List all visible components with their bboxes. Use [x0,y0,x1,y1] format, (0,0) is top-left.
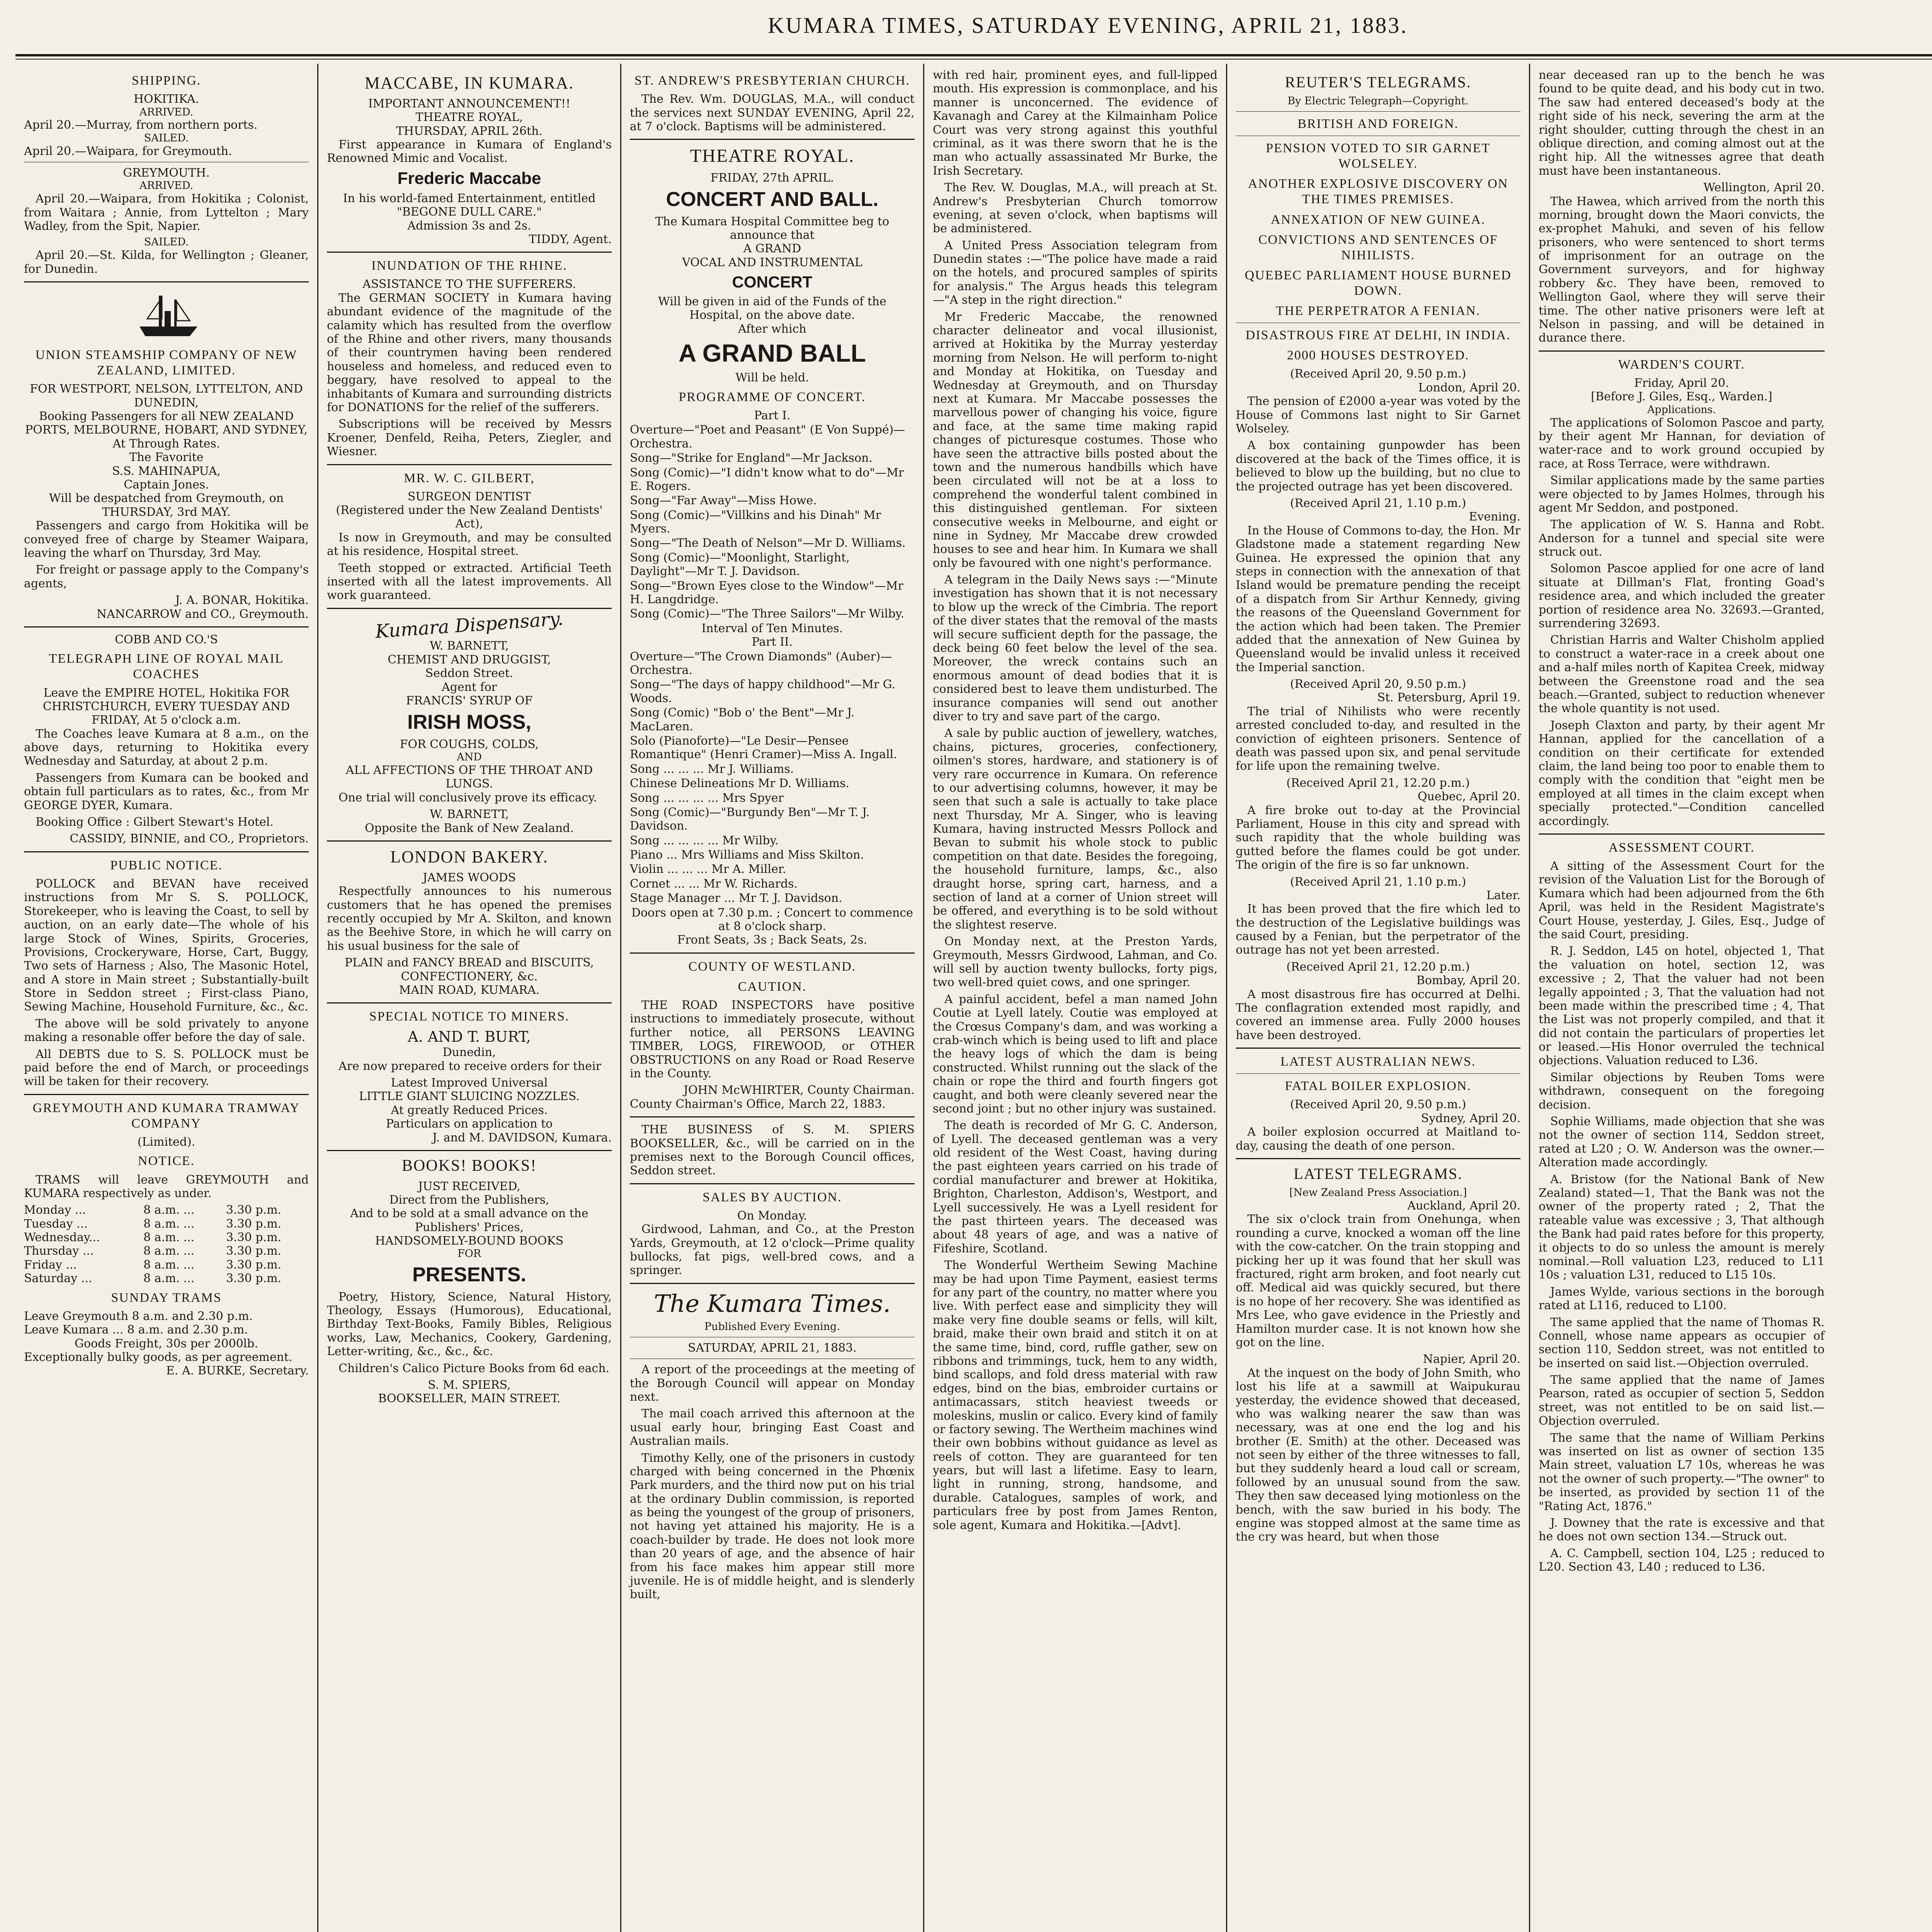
telegram-headline: ANNEXATION OF NEW GUINEA. [1270,212,1486,227]
australian-heading: LATEST AUSTRALIAN NEWS. [1280,1054,1476,1069]
news-paragraph: The Wonderful Wertheim Sewing Machine may be had upon Time Payment, easiest terms for any part of the country, no matter where you live. With perfect ease and simplicity they will make very fine double seams or fells, will kilt, braid, make their own braid and stitch it on at the same time, bind, cord, ruffle gather, sew on ribbons and trimmings, tuck, hem to any width, bind scallops, and fold dress material with raw edges, bind on the bias, embroider curtains or antimacassars, stitch heaviest tweeds or moleskins, muslin or calico. Every kind of family or factory sewing. The Wertheim machines wind their own bobbins without guidance as level as reels of cotton. They are guaranteed for ten years, but will last a lifetime. Easy to learn, light in running, strong, handsome, and durable. Catalogues, samples of work, and particulars free by post from James Renton, sole agent, Kumara and Hokitika.—[Advt]. [933,1259,1218,1532]
hokitika-sailed-line: April 20.—Waipara, for Greymouth. [24,144,232,158]
news-paragraph: A telegram in the Daily News says :—"Minute investigation has shown that it is not necessary to blow up the wreck of the Cimbria. The report of the diver states that the removal of the masts will secure sufficient depth for the passage, the deck being 60 feet below the level of the sea. Moreover, the wreck contains such an enormous amount of dead bodies that it is considered best to leave them undisturbed. The insurance companies will send out another diver to try and save part of the cargo. [933,573,1218,723]
theatre-grand-ball: A GRAND BALL [679,339,866,367]
telegram-text: The six o'clock train from Onehunga, when rounding a curve, knocked a woman off the line with the cow-catcher. On the train stopping and picking her up it was found that her skull was fractured, right arm broken, and foot nearly cut off. Medical aid was quickly secured, but there is no hope of her recovery. She was identified as Mrs Lee, who gave evidence in the Priestly and Hamilton murder case. It is not known how she got on the line. [1236,1213,1520,1349]
tram-schedule-pm: 3.30 p.m. [226,1272,282,1286]
telegram-text: The pension of £2000 a-year was voted by the House of Commons last night to Sir Garnet Wolseley. [1236,395,1520,436]
band-item: Stage Manager ... Mr T. J. Davidson. [630,891,842,905]
usc-dispatch: Will be despatched from Greymouth, on THURSDAY, 3rd MAY. [49,492,284,519]
theatre-concert-ball: CONCERT AND BALL. [666,188,879,211]
books-list: Poetry, History, Science, Natural History, Theology, Essays (Humorous), Educational, Birthday Text-Books, Family Bibles, Religious works, Law, Mechanics, Cookery, Gardening, Letter-writing, &c., &c., &c. [327,1290,612,1359]
dispensary-name: W. BARNETT, [430,639,509,653]
columns [15,64,1932,1932]
books-direct: Direct from the Publishers, [389,1193,549,1207]
programme-item: Song—"Strike for England"—Mr Jackson. [630,451,873,465]
maccabe-title: "BEGONE DULL CARE." [396,205,542,219]
programme-item: Song (Comic)—"Villkins and his Dinah" Mr Myers. [630,508,881,536]
masthead: KUMARA TIMES, SATURDAY EVENING, APRIL 21, 1883. [768,12,1408,38]
public-notice-debts: All DEBTS due to S. S. POLLOCK must be paid before the end of March, or proceedings will be taken for their recovery. [24,1047,309,1088]
dateline-quebec: Quebec, April 20. [1417,790,1520,804]
warden-before: [Before J. Giles, Esq., Warden.] [1591,390,1772,404]
latest-telegrams-heading: LATEST TELEGRAMS. [1294,1165,1463,1182]
dispensary-agent: Agent for [441,680,497,694]
greymouth-arrived-label: ARRIVED. [139,180,194,192]
warden-paragraph: Similar applications made by the same parties were objected to by James Holmes, through his agent Mr Seddon, and postponed. [1539,474,1825,515]
maccabe-announce: IMPORTANT ANNOUNCEMENT!! [368,97,571,111]
column-6 [1530,64,1833,1932]
received-line: (Received April 21, 1.10 p.m.) [1290,496,1466,510]
programme-item: Song ... ... ... ... Mr Wilby. [630,833,779,847]
band-item: Cornet ... ... Mr W. Richards. [630,877,798,891]
miners-nozzles: LITTLE GIANT SLUICING NOZZLES. [359,1090,580,1104]
tramway-title: GREYMOUTH AND KUMARA TRAMWAY COMPANY [32,1100,300,1131]
tram-schedule-pm: 3.30 p.m. [226,1258,282,1272]
gilbert-title: SURGEON DENTIST [407,490,531,503]
usc-route: FOR WESTPORT, NELSON, LYTTELTON, AND DUNEDIN, [30,382,303,410]
greymouth-arrived-line: April 20.—Waipara, from Hokitika ; Colonist, from Waitara ; Annie, from Lyttelton ; Mary Wadley, from the Spit, Napier. [24,192,309,233]
maccabe-first: First appearance in Kumara of England's Renowned Mimic and Vocalist. [327,138,612,165]
assessment-heading: ASSESSMENT COURT. [1608,840,1755,855]
dispensary-all: ALL AFFECTIONS OF THE THROAT AND LUNGS. [345,763,593,791]
programme-item: Song—"Far Away"—Miss Howe. [630,494,817,508]
maccabe-heading: MACCABE, IN KUMARA. [364,73,574,92]
band-item: Violin ... ... ... Mr A. Miller. [630,862,786,876]
telegram-text: A box containing gunpowder has been discovered at the back of the Times office, it is believed to blow up the building, but no clue to the projected outrage has yet been discovered. [1236,439,1520,493]
usc-freight: For freight or passage apply to the Company's agents, [24,563,309,590]
reuter-by: By Electric Telegraph—Copyright. [1287,95,1469,107]
tram-schedule-pm: 3.30 p.m. [226,1244,282,1258]
assessment-paragraph: James Wylde, various sections in the borough rated at L116, reduced to L100. [1539,1285,1825,1313]
band-list [630,848,915,905]
tram-schedule-am: 8 a.m. ... [143,1258,195,1272]
shipping-heading: SHIPPING. [131,73,201,88]
theatre-seats: Front Seats, 3s ; Back Seats, 2s. [677,933,867,947]
assessment-paragraph: Similar objections by Reuben Toms were withdrawn, consequent on the foregoing decision. [1539,1070,1825,1112]
programme-part-1: Part I. [754,408,791,422]
dateline-auckland: Auckland, April 20. [1407,1199,1520,1213]
warden-paragraph: The applications of Solomon Pascoe and party, by their agent Mr Hannan, for deviation of water-race and to work ground occupied by race, at Ross Terrace, were withdrawn. [1539,416,1825,471]
programme-item: Song (Comic)—"Moonlight, Starlight, Daylight"—Mr T. J. Davidson. [630,551,850,578]
telegram-text: A most disastrous fire has occurred at Delhi. The conflagration extended most rapidly, and covered an immense area. Fully 2000 houses have been destroyed. [1236,987,1520,1042]
programme-item: Chinese Delineations Mr D. Williams. [630,777,850,791]
theatre-after: After which [738,322,806,336]
dateline-london: London, April 20. [1418,381,1520,395]
news-paragraph: A sale by public auction of jewellery, watches, chains, pictures, groceries, confectionery, oilmen's stores, hardware, and stationery is of very rare occurrence in Kumara. On reference to our advertising columns, however, it may be seen that such a sale is actually to take place next Thursday, Mr A. Singer, who is leaving Kumara, having instructed Messrs Pollock and Bevan to submit his whole stock to public competition on that date. Besides the foregoing, the household furniture, lamps, &c., also draught horse, spring cart, harness, and a section of land at a corner of Union street will be offered, and everything is to be sold without the slightest reserve. [933,726,1218,932]
dispensary-for: FOR COUGHS, COLDS, [400,737,539,751]
usc-title: UNION STEAMSHIP COMPANY OF NEW ZEALAND, LIMITED. [35,348,298,378]
telegram-headline: PENSION VOTED TO SIR GARNET WOLSELEY. [1265,141,1491,171]
bakery-name: JAMES WOODS [422,871,516,884]
tram-schedule-am: 8 a.m. ... [143,1244,195,1258]
programme-item: Song—"The days of happy childhood"—Mr G. Woods. [630,678,896,705]
column-4 [924,64,1227,1932]
theatre-committee: The Kumara Hospital Committee beg to announce that [655,214,889,242]
auction-heading: SALES BY AUCTION. [702,1190,842,1204]
books-received: JUST RECEIVED, [418,1179,520,1193]
programme-item: Song (Comic)—"Burgundy Ben"—Mr T. J. Davidson. [630,805,870,833]
programme-item: Song ... ... ... Mr J. Williams. [630,762,794,776]
telegram-text: near deceased ran up to the bench he was found to be quite dead, and his body cut in two. The saw had entered deceased's body at the right side of his neck, severing the arm at the right shoulder, cutting through the chest in an oblique direction, and coming almost out at the right hip. All the witnesses agree that death must have been instantaneous. [1539,68,1825,178]
caution-text: THE ROAD INSPECTORS have positive instructions to immediately prosecute, without further notice, all PERSONS LEAVING TIMBER, LOGS, FIREWOOD, or OTHER OBSTRUCTIONS on any Road or Road Reserve in the County. [630,998,915,1080]
assessment-paragraph: Sophie Williams, made objection that she was not the owner of section 114, Seddon street, rated at L20 ; O. W. Anderson was the owner.—Alteration made accordingly. [1539,1115,1825,1170]
received-line: (Received April 20, 9.50 p.m.) [1290,677,1466,691]
caution-office: County Chairman's Office, March 22, 1883. [630,1097,886,1111]
greymouth-sailed-line: April 20.—St. Kilda, for Wellington ; Gleaner, for Dunedin. [24,248,309,276]
maccabe-theatre: THEATRE ROYAL, [415,111,523,124]
auction-text: Girdwood, Lahman, and Co., at the Preston Yards, Greymouth, at 12 o'clock—Prime quality bullocks, fat pigs, well-bred cows, and a springer. [630,1223,915,1277]
maccabe-entertainment: In his world-famed Entertainment, entitled [343,191,596,205]
programme-item: Overture—"Poet and Peasant" (E Von Suppé)—Orchestra. [630,423,905,451]
theatre-doors: Doors open at 7.30 p.m. ; Concert to commence at 8 o'clock sharp. [631,906,913,934]
public-notice-sold: The above will be sold privately to anyone making a resonable offer before the day of sale. [24,1017,309,1044]
warden-paragraph: Joseph Claxton and party, by their agent Mr Hannan, applied for the cancellation of a condition on their certificate for extended claim, the land being too poor to enable them to comply with the condition that "eight men be employed at all times in the claim except when specially protected."—Condition cancelled accordingly. [1539,718,1825,828]
assessment-paragraph: The same that the name of William Perkins was inserted on list as owner of section 135 Main street, valuation L7 10s, whereas he was not the owner of such property.—"The owner" to be inserted, as provided by section 11 of the "Rating Act, 1876." [1539,1431,1825,1513]
maccabe-admission: Admission 3s and 2s. [407,219,531,233]
telegram-text: A boiler explosion occurred at Maitland to-day, causing the death of one person. [1236,1125,1520,1153]
rhine-sub: ASSISTANCE TO THE SUFFERERS. [362,277,576,291]
tram-schedule-pm: 3.30 p.m. [226,1203,282,1217]
tram-schedule-am: 8 a.m. ... [143,1217,195,1231]
programme-interval: Interval of Ten Minutes. [701,621,843,635]
rhine-heading: INUNDATION OF THE RHINE. [371,259,567,273]
theatre-concert: CONCERT [732,273,813,291]
reuter-heading: REUTER'S TELEGRAMS. [1285,73,1471,91]
tram-schedule-day: Saturday ... [24,1272,92,1286]
telegram-text: A fire broke out to-day at the Provincial Parliament, House in this city and spread with such rapidity that the whole building was gutted before the flames could be got under. The origin of the fire is so far unknown. [1236,803,1520,872]
miners-name: A. AND T. BURT, [408,1028,531,1046]
programme-item: Overture—"The Crown Diamonds" (Auber)—Orchestra. [630,650,892,677]
tram-schedule-am: 8 a.m. ... [143,1272,195,1286]
maccabe-agent: TIDDY, Agent. [529,232,612,246]
masthead-rule-thin [15,59,1932,60]
dateline-evening: Evening. [1469,510,1520,524]
usc-captain: Captain Jones. [124,478,209,492]
dispensary-syrup: FRANCIS' SYRUP OF [406,694,533,707]
maccabe-name: Frederic Maccabe [397,168,541,188]
telegram-headline: QUEBEC PARLIAMENT HOUSE BURNED DOWN. [1245,268,1512,298]
hokitika-sailed-label: SAILED. [144,132,189,144]
received-line: (Received April 21, 1.10 p.m.) [1290,875,1466,889]
books-address: BOOKSELLER, MAIN STREET. [378,1392,561,1406]
programme-item: Song (Comic)—"The Three Sailors"—Mr Wilby. [630,607,905,621]
tram-schedule-am: 8 a.m. ... [143,1231,195,1245]
usc-agent-1: J. A. BONAR, Hokitika. [175,594,309,607]
rhine-subscriptions: Subscriptions will be received by Messrs Kroener, Denfeld, Reiha, Peters, Ziegler, and Wiesner. [327,417,612,459]
tram-sunday-2: Leave Kumara ... 8 a.m. and 2.30 p.m. [24,1323,248,1337]
dateline-napier: Napier, April 20. [1423,1352,1520,1366]
dispensary-trial: One trial will conclusively prove its efficacy. [338,791,597,804]
column-3 [621,64,924,1932]
church-heading: ST. ANDREW'S PRESBYTERIAN CHURCH. [634,73,910,88]
books-sold: And to be sold at a small advance on the Publishers' Prices, [350,1207,588,1234]
dateline-later: Later. [1486,888,1520,902]
miners-agent: J. and M. DAVIDSON, Kumara. [432,1131,612,1145]
miners-city: Dunedin, [442,1046,496,1060]
books-heading: BOOKS! BOOKS! [401,1156,537,1175]
usc-passengers: Passengers and cargo from Hokitika will be conveyed free of charge by Steamer Waipara, leaving the wharf on Thursday, 3rd May. [24,519,309,560]
news-paragraph: The Rev. W. Douglas, M.A., will preach at St. Andrew's Presbyterian Church tomorrow evening, at seven o'clock, when baptisms will be administered. [933,181,1218,236]
received-line: (Received April 20, 9.50 p.m.) [1290,1098,1466,1112]
column-5 [1227,64,1530,1932]
usc-agent-2: NANCARROW and CO., Greymouth. [96,607,309,621]
programme-part-2: Part II. [752,635,793,649]
books-sign: S. M. SPIERS, [428,1378,511,1392]
telegram-text: It has been proved that the fire which led to the destruction of the Legislative buildings was caused by a Fenian, but the perpetrator of the outrage has not yet been arrested. [1236,902,1520,957]
news-paragraph: The mail coach arrived this afternoon at the usual early hour, bringing East Coast and Australian mails. [630,1407,915,1448]
warden-applications: Applications. [1647,403,1716,416]
caution-heading: CAUTION. [738,979,807,994]
programme-item: Song ... ... ... ... Mrs Spyer [630,791,784,805]
band-item: Piano ... Mrs Williams and Miss Skilton. [630,848,864,862]
greymouth-heading: GREYMOUTH. [123,166,210,180]
county-heading: COUNTY OF WESTLAND. [688,959,856,974]
dispensary-sign: W. BARNETT, [430,808,509,821]
books-for: FOR [457,1248,481,1260]
caution-sign: JOHN McWHIRTER, County Chairman. [683,1083,915,1097]
cobb-passengers: Passengers from Kumara can be booked and obtain full particulars as to rates, &c., from Mr GEORGE DYER, Kumara. [24,771,309,812]
programme-heading: PROGRAMME OF CONCERT. [679,389,866,404]
warden-paragraph: Solomon Pascoe applied for one acre of land situate at Dillman's Flat, fronting Goad's residence area, and which included the greater portion of residence area No. 32693.—Granted, surrendering 32693. [1539,562,1825,631]
boiler-heading: FATAL BOILER EXPLOSION. [1285,1079,1471,1094]
warden-paragraph: Christian Harris and Walter Chisholm applied to construct a water-race in a creek about one and a-half miles north of Kapitea Creek, midway between the Greenstone road and the sea beach.—Granted, subject to reduction whenever the whole quantity is not used. [1539,633,1825,716]
dispensary-opposite: Opposite the Bank of New Zealand. [365,821,574,835]
paper-title: The Kumara Times. [654,1289,891,1318]
usc-ship: S.S. MAHINAPUA, [112,464,221,478]
cobb-coaches: The Coaches leave Kumara at 8 a.m., on the above days, returning to Hokitika every Wednesday and Saturday, at about 2 p.m. [24,727,309,768]
tram-schedule-day: Friday ... [24,1258,77,1272]
paper-date: SATURDAY, APRIL 21, 1883. [688,1341,857,1355]
tram-schedule [24,1203,309,1285]
telegram-headline: ANOTHER EXPLOSIVE DISCOVERY ON THE TIMES PREMISES. [1248,177,1509,207]
news-paragraph: A painful accident, befel a man named John Coutie at Lyell lately. Coutie was employed at the Crœsus Company's dam, and was working a crab-winch which is being used to lift and place the heavy logs of which the dam is being constructed. Whilst running out the slack of the chain or rope the third and fourth fingers got caught, and both were cleanly severed near the second joint ; but no other injury was sustained. [933,992,1218,1116]
rhine-text: The GERMAN SOCIETY in Kumara having abundant evidence of the magnitude of the calamity which has resulted from the overflow of the Rhine and other rivers, many thousands of their countrymen having been rendered houseless and homeless, and reduced even to beggary, have resolved to appeal to the inhabitants of Kumara and surrounding districts for DONATIONS for the relief of the sufferers. [327,291,612,414]
tram-schedule-pm: 3.30 p.m. [226,1231,282,1245]
gilbert-teeth: Teeth stopped or extracted. Artificial Teeth inserted with all the latest improvements. All work guaranteed. [327,561,612,602]
greymouth-sailed-label: SAILED. [144,236,189,248]
programme-item: Song (Comic)—"I didn't know what to do"—Mr E. Rogers. [630,466,904,493]
assessment-paragraph: The same applied that the name of Thomas R. Connell, whose name appears as occupier of section 110, Seddon street, was not entitled to be inserted on said list.—Objection overruled. [1539,1315,1825,1370]
press-association: [New Zealand Press Association.] [1289,1187,1467,1199]
tramway-limited: (Limited). [137,1135,196,1149]
tram-sign: E. A. BURKE, Secretary. [166,1364,309,1378]
telegram-headline: CONVICTIONS AND SENTENCES OF NIHILISTS. [1258,232,1498,262]
column-1 [15,64,318,1932]
programme-item: Song—"Brown Eyes close to the Window"—Mr H. Langdridge. [630,579,903,607]
tram-schedule-day: Tuesday ... [24,1217,88,1231]
news-paragraph: with red hair, prominent eyes, and full-lipped mouth. His expression is commonplace, and his manner is unconcerned. The evidence of Kavanagh and Carey at the Kilmainham Police Court was very strong against this youthful criminal, as it was there sworn that he is the man who actually assassinated Mr Burke, the Irish Secretary. [933,68,1218,178]
church-text: The Rev. Wm. DOUGLAS, M.A., will conduct the services next SUNDAY EVENING, April 22, at 7 o'clock. Baptisms will be administered. [630,92,915,133]
paper-published: Published Every Evening. [704,1320,840,1333]
bakery-heading: LONDON BAKERY. [390,847,548,866]
tram-schedule-am: 8 a.m. ... [143,1203,195,1217]
bakery-address: MAIN ROAD, KUMARA. [399,983,540,997]
warden-date: Friday, April 20. [1634,376,1729,390]
dispensary-and: AND [457,751,482,764]
dispensary-street: Seddon Street. [425,667,514,680]
steamship-icon [132,288,201,342]
assessment-paragraph: A. C. Campbell, section 104, L25 ; reduced to L20. Section 43, L40 ; reduced to L36. [1539,1546,1825,1574]
hokitika-arrived-label: ARRIVED. [139,106,194,118]
cobb-title: TELEGRAPH LINE OF ROYAL MAIL COACHES [49,651,284,682]
dateline-sydney: Sydney, April 20. [1421,1111,1520,1125]
news-paragraph: Timothy Kelly, one of the prisoners in custody charged with being concerned in the Phœnix Park murders, and the third now put on his trial at the ordinary Dublin commission, is reported as being the youngest of the group of prisoners, not having yet attained his majority. He is a coach-builder by trade. He does not look more than 20 years of age, and the absence of hair from his face makes him appear still more juvenile. He is of middle height, and is slenderly built, [630,1451,915,1602]
assessment-paragraph: The same applied that the name of James Pearson, rated as occupier of section 5, Seddon street, was not entitled to be on said list.—Objection overruled. [1539,1373,1825,1428]
books-handsome: HANDSOMELY-BOUND BOOKS [375,1234,564,1248]
gilbert-text: Is now in Greymouth, and may be consulted at his residence, Hospital street. [327,531,612,558]
miners-text: Are now prepared to receive orders for their [338,1059,601,1073]
received-line: (Received April 21, 12.20 p.m.) [1286,960,1470,974]
bakery-text: Respectfully announces to his numerous customers that he has opened the premises recently occupied by Mr A. Skilton, and known as the Beehive Store, in which he will carry on his usual business for the sale of [327,884,612,953]
gilbert-registered: (Registered under the New Zealand Dentists' Act), [336,503,603,531]
news-paragraph: On Monday next, at the Preston Yards, Greymouth, Messrs Girdwood, Lahman, and Co. will sell by auction twenty bullocks, forty pigs, two well-bred quiet cows, and one springer. [933,935,1218,990]
theatre-heading: THEATRE ROYAL. [690,146,855,167]
tram-schedule-day: Wednesday... [24,1231,100,1245]
cobb-proprietors: CASSIDY, BINNIE, and CO., Proprietors. [70,832,309,846]
bakery-plain: PLAIN and FANCY BREAD and BISCUITS, [344,956,594,970]
news-paragraph: A United Press Association telegram from Dunedin states :—"The police have made a raid on the hotels, and procured samples of spirits for analysis." The Argus heads this telegram—"A step in the right direction." [933,238,1218,307]
cobb-office: Booking Office : Gilbert Stewart's Hotel. [36,815,274,829]
usc-favorite: The Favorite [129,451,204,464]
tram-schedule-pm: 3.30 p.m. [226,1217,282,1231]
telegram-text: At the inquest on the body of John Smith, who lost his life at a sawmill at Waipukurau yesterday, the evidence showed that deceased, who was walking nearer the saw than was necessary, was at one end the log and his brother (E. Smith) at the other. Deceased was not seen by either of the three witnesses to fall, but they suddenly heard a loud call or scream, followed by an unusual sound from the saw. They then saw deceased lying motionless on the bench, with the saw buried in his body. The engine was stopped almost at the same time as the cry was heard, but when those [1236,1366,1520,1544]
received-line: (Received April 21, 12.20 p.m.) [1286,776,1470,790]
dispensary-heading: Kumara Dispensary. [374,607,564,643]
hokitika-arrived-line: April 20.—Murray, from northern ports. [24,118,258,132]
dateline-bombay: Bombay, April 20. [1416,974,1520,988]
column-2 [318,64,621,1932]
miners-improved: Latest Improved Universal [391,1076,548,1090]
assessment-paragraph: R. J. Seddon, L45 on hotel, objected 1, That the valuation on hotel, section 12, was excessive ; 2, That the valuer had not been legally appointed ; 3, That the valuation had not been made within the prescribed time ; 4, That the List was not properly compiled, and that it did not contain the particulars of properties let or leased.—His Honor overruled the technical objections. Valuation reduced to L36. [1539,944,1825,1068]
programme-part-1-list [630,423,915,621]
dispensary-title: CHEMIST AND DRUGGIST, [388,653,551,667]
programme-item: Solo (Pianoforte)—"Le Desir—Pensee Romantique" (Henri Cramer)—Miss A. Ingall. [630,734,897,762]
hokitika-heading: HOKITIKA. [133,92,199,106]
assessment-paragraph: A. Bristow (for the National Bank of New Zealand) stated—1, That the Bank was not the owner of the property rated ; 2, That the rateable value was excessive ; 3, That although the Bank had paid rates before for this property, it objects to do so unless the amount is merely nominal.—Roll valuation L23, reduced to L11 10s ; valuation L31, reduced to L15 10s. [1539,1172,1825,1282]
telegram-headline: 2000 HOUSES DESTROYED. [1287,348,1469,363]
auction-day: On Monday. [737,1209,808,1223]
books-presents: PRESENTS. [412,1264,526,1286]
theatre-grand: A GRAND [743,242,801,256]
public-notice-heading: PUBLIC NOTICE. [110,858,223,872]
news-paragraph: Mr Frederic Maccabe, the renowned character delineator and vocal illusionist, arrived at Hokitika by the Murray yesterday morning from Nelson. He will perform to-night and Monday at Hokitika, on Tuesday and Wednesday at Greymouth, and on Thursday next at Kumara. Mr Maccabe possesses the marvellous power of changing his voice, figure and face, at the same time making rapid changes of picturesque costumes. Those who have seen the attractive bills posted about the town and the numerous handbills which have been circulated will not be at a loss to comprehend the wonderful talent combined in this distinguished gentleman. For sixteen consecutive weeks in Melbourne, and eight or nine in Sydney, Mr Maccabe drew crowded houses to see and hear him. In Kumara we shall only be favoured with one night's performance. [933,310,1218,570]
news-paragraph: The death is recorded of Mr G. C. Anderson, of Lyell. The deceased gentleman was a very old resident of the West Coast, having during the past eighteen years carried on his trade of cordial manufacturer and brewer at Hokitika, Brighton, Charleston, Addison's, Westport, and Lyell successively. He was a Lyell resident for the past thirteen years. The deceased was about 48 years of age, and was a native of Fifeshire, Scotland. [933,1119,1218,1255]
news-paragraph: A report of the proceedings at the meeting of the Borough Council will appear on Monday next. [630,1363,915,1404]
theatre-vocal: VOCAL AND INSTRUMENTAL [682,255,862,269]
tramway-leave: TRAMS will leave GREYMOUTH and KUMARA respectively as under. [24,1173,309,1200]
telegram-text: The trial of Nihilists who were recently arrested concluded to-day, and resulted in the conviction of eighteen prisoners. Sentence of death was passed upon six, and penal servitude for life upon the remaining twelve. [1236,704,1520,773]
public-notice-text: POLLOCK and BEVAN have received instructions from Mr S. S. POLLOCK, Storekeeper, who is leaving the Coast, to sell by auction, on an early date—The whole of his large Stock of Wines, Spirits, Groceries, Provisions, Crockeryware, Horse, Cart, Buggy, Two sets of Harness ; Also, The Masonic Hotel, and A store in Main street ; Substantially-built Store in Seddon street ; First-class Piano, Sewing Machine, Household Furniture, &c., &c. [24,877,309,1014]
programme-part-2-list [630,650,915,847]
telegram-headline: DISASTROUS FIRE AT DELHI, IN INDIA. [1245,328,1511,343]
dateline-petersburg: St. Petersburg, April 19. [1377,691,1520,705]
spiers-notice: THE BUSINESS of S. M. SPIERS BOOKSELLER, &c., will be carried on in the premises next to the Borough Council offices, Seddon street. [630,1123,915,1178]
assessment-paragraph: J. Downey that the rate is excessive and that he does not own section 134.—Struck out. [1539,1516,1825,1544]
assessment-paragraph: A sitting of the Assessment Court for the revision of the Valuation List for the Borough of Kumara which had been adjourned from the 6th April, was held in the Resident Magistrate's Court House, yesterday, J. Giles, Esq., Judge of the said Court, presiding. [1539,859,1825,941]
tram-bulky: Exceptionally bulky goods, as per agreement. [24,1350,293,1364]
masthead-rule [15,54,1932,56]
bakery-confectionery: CONFECTIONERY, &c. [401,969,538,983]
tram-schedule-day: Thursday ... [24,1244,94,1258]
theatre-aid: Will be given in aid of the Funds of the Hospital, on the above date. [658,294,886,322]
telegram-text: In the House of Commons to-day, the Hon. Mr Gladstone made a statement regarding New Guinea. He expressed the opinion that any steps in connection with the annexation of that Island would be premature pending the receipt of a dispatch from Sir Arthur Kennedy, giving the reasons of the Queensland Government for the action which had been taken. The Premier added that the annexation of New Guinea by Queensland would be invalid unless it received the Imperial sanction. [1236,524,1520,674]
warden-heading: WARDEN'S COURT. [1618,357,1745,372]
theatre-held: Will be held. [735,371,809,385]
maccabe-date: THURSDAY, APRIL 26th. [396,124,543,138]
books-children: Children's Calico Picture Books from 6d each. [338,1361,610,1375]
gilbert-heading: MR. W. C. GILBERT, [404,471,535,485]
telegram-text: The Hawea, which arrived from the north this morning, brought down the Maori convicts, the ex-prophet Mahuki, and seven of his fellow prisoners, who were sentenced to short terms of imprisonment for an outrage on the Government surveyors, and for highway robbery &c. They have been, removed to Wellington Gaol, where they will serve their time. The other native prisoners were left at Nelson in passing, and will be detained in durance there. [1539,194,1825,345]
tram-schedule-day: Monday ... [24,1203,86,1217]
miners-apply: Particulars on application to [386,1117,553,1131]
programme-item: Song—"The Death of Nelson"—Mr D. Williams. [630,536,906,550]
cobb-leave: Leave the EMPIRE HOTEL, Hokitika FOR CHRISTCHURCH, EVERY TUESDAY AND FRIDAY, At 5 o'clock a.m. [43,686,290,727]
dispensary-moss: IRISH MOSS, [407,711,531,734]
dateline-wellington: Wellington, April 20. [1703,181,1825,195]
tram-goods: Goods Freight, 30s per 2000lb. [74,1337,258,1350]
theatre-date: FRIDAY, 27th APRIL. [710,171,834,185]
usc-rates: At Through Rates. [112,437,220,451]
miners-heading: SPECIAL NOTICE TO MINERS. [369,1009,570,1024]
miners-prices: At greatly Reduced Prices. [391,1103,548,1117]
telegram-headline: THE PERPETRATOR A FENIAN. [1276,304,1481,318]
british-heading: BRITISH AND FOREIGN. [1298,117,1459,131]
usc-booking: Booking Passengers for all NEW ZEALAND PORTS, MELBOURNE, HOBART, AND SYDNEY, [25,410,308,437]
tram-sunday-1: Leave Greymouth 8 a.m. and 2.30 p.m. [24,1309,253,1323]
cobb-heading: COBB AND CO.'S [115,633,218,646]
tram-sunday-heading: SUNDAY TRAMS [111,1290,222,1305]
tramway-notice: NOTICE. [138,1154,195,1168]
programme-item: Song (Comic) "Bob o' the Bent"—Mr J. MacLaren. [630,706,855,733]
received-line: (Received April 20, 9.50 p.m.) [1290,367,1466,381]
warden-paragraph: The application of W. S. Hanna and Robt. Anderson for a tunnel and special site were struck out. [1539,518,1825,559]
